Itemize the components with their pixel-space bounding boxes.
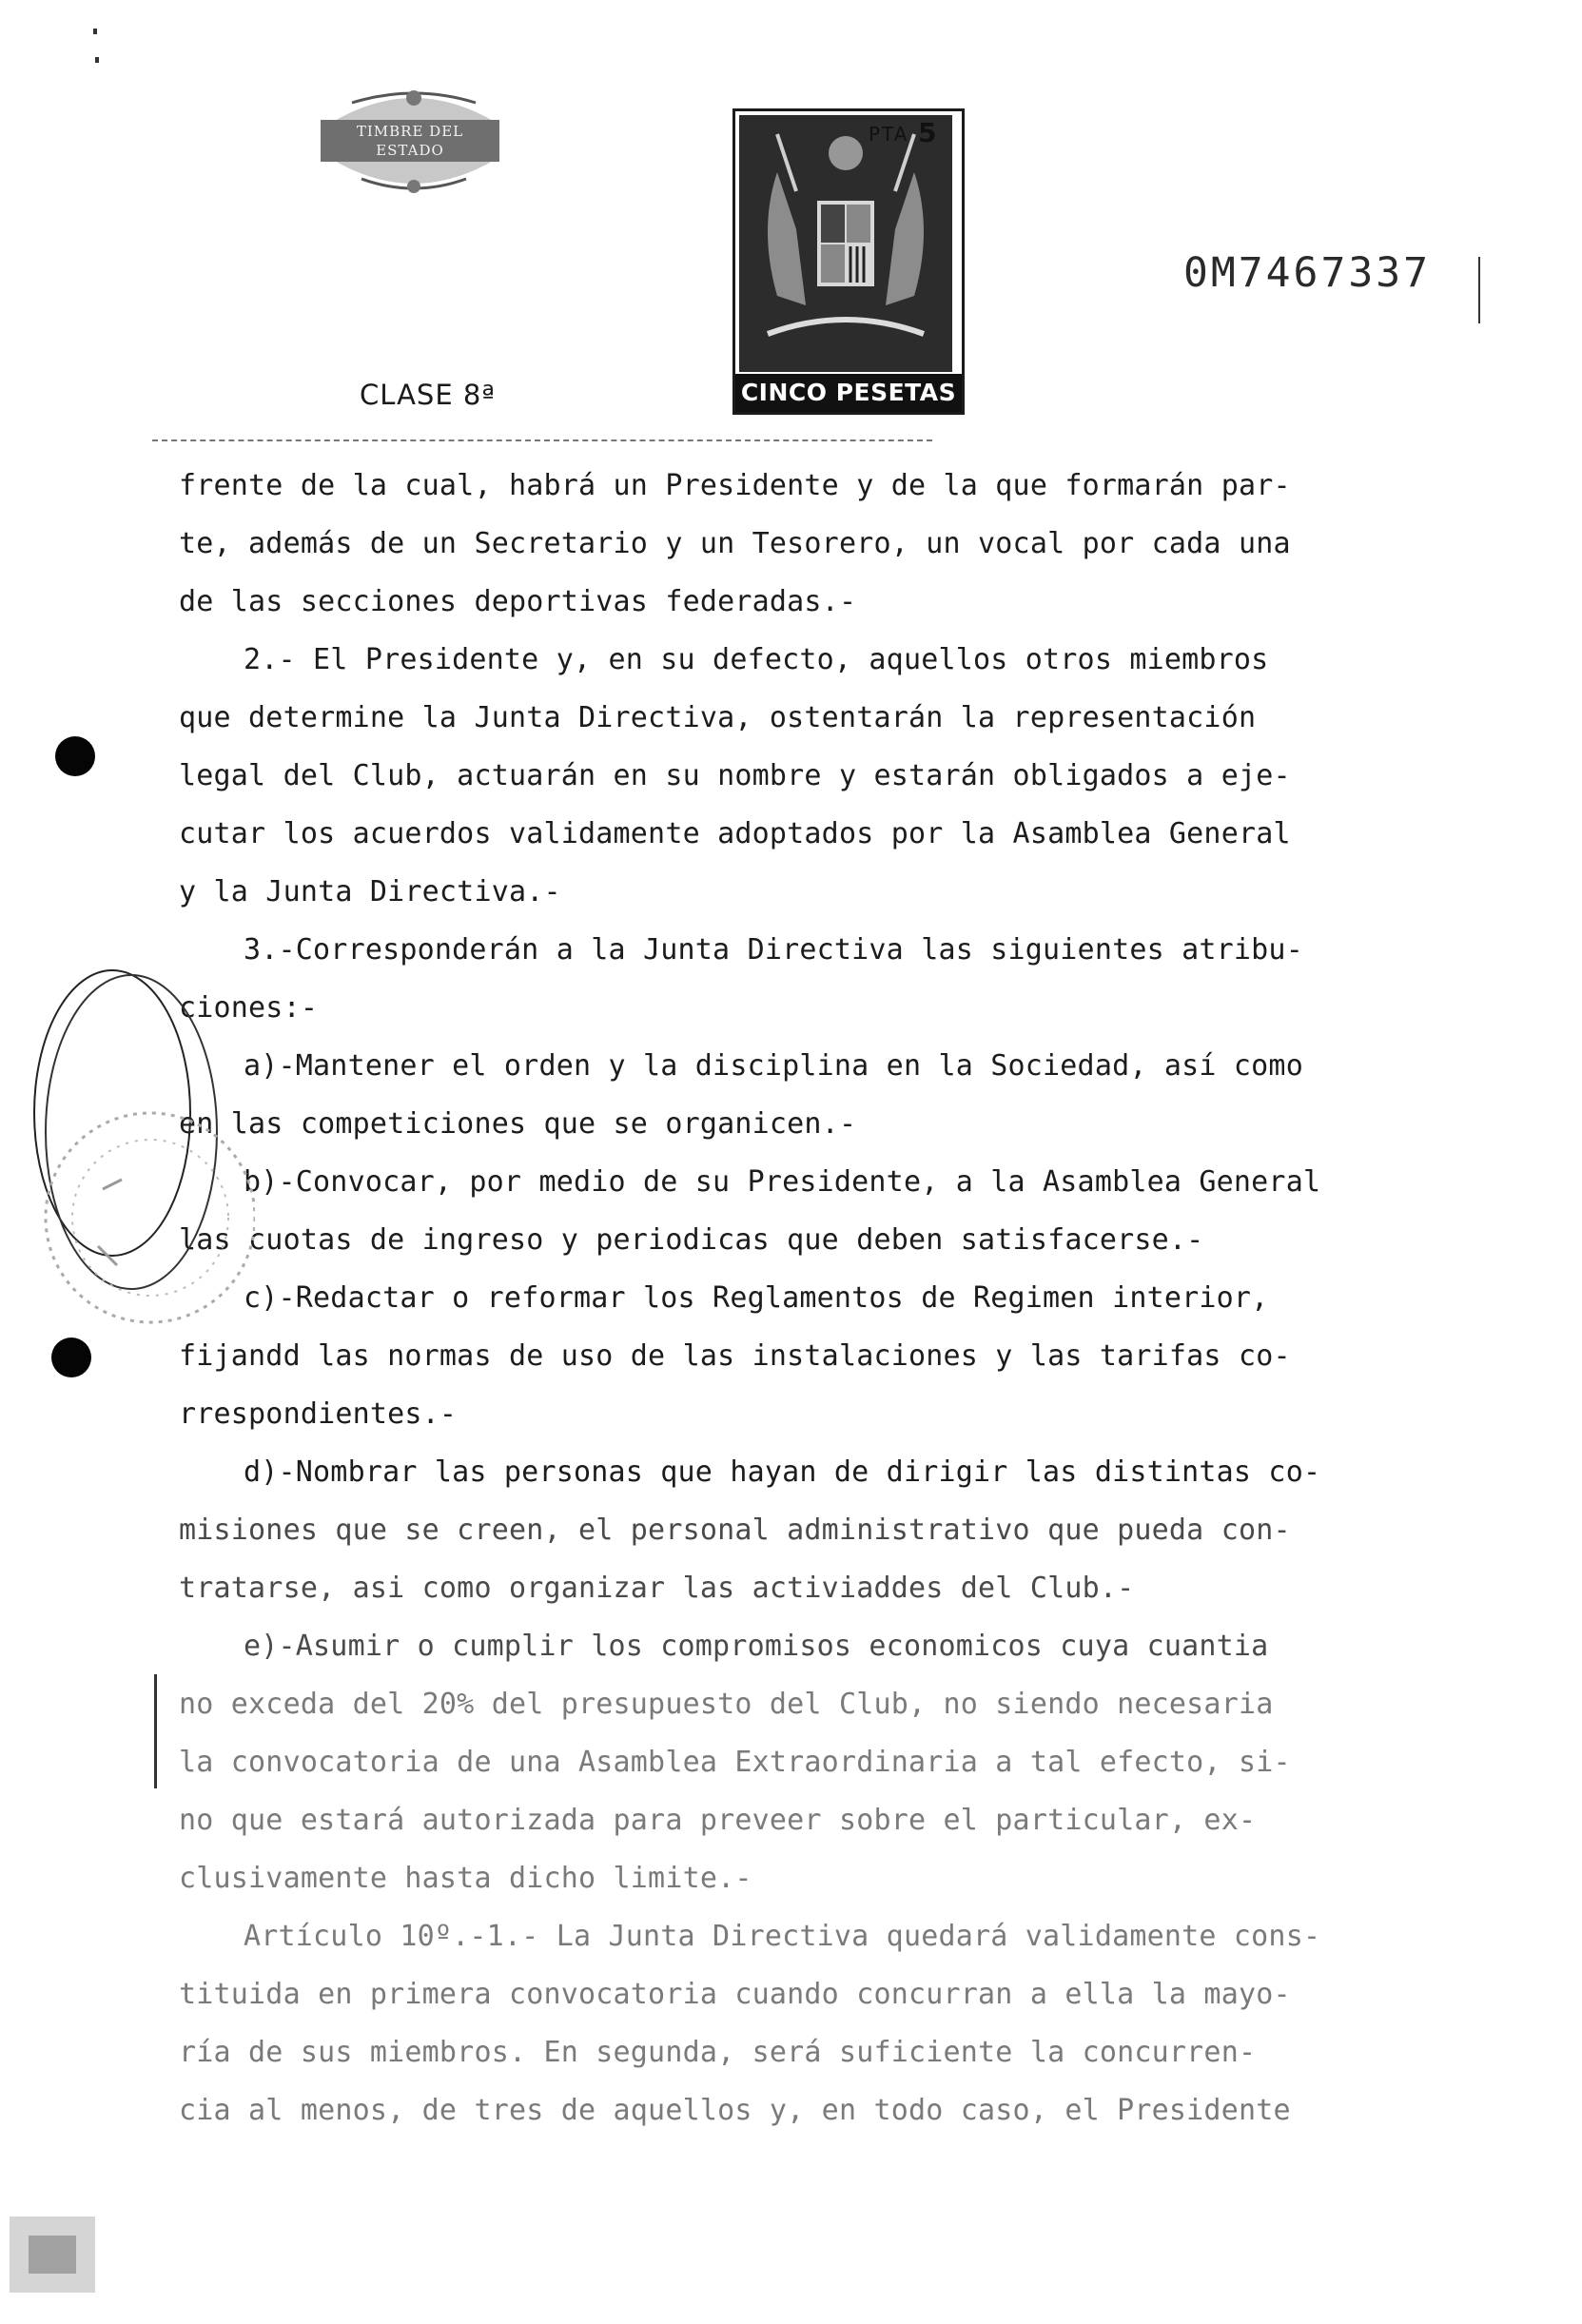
- coat-of-arms-icon: [739, 115, 952, 372]
- text-line: tituida en primera convocatoria cuando concurran a ella la mayo-: [179, 1978, 1291, 2011]
- margin-mark: [1478, 257, 1480, 323]
- text-line: ciones:-: [179, 991, 319, 1025]
- text-line: no exceda del 20% del presupuesto del Club, no siendo necesaria: [179, 1688, 1274, 1721]
- text-line: b)-Convocar, por medio de su Presidente, a la Asamblea General: [244, 1165, 1321, 1199]
- stamp-amount: 5: [918, 117, 937, 148]
- text-line: en las competiciones que se organicen.-: [179, 1107, 857, 1141]
- header-divider: [152, 439, 932, 441]
- text-line: cutar los acuerdos validamente adoptados por la Asamblea General: [179, 817, 1291, 850]
- text-line: fijandd las normas de uso de las instalaciones y las tarifas co-: [179, 1339, 1291, 1373]
- emblem-label: TIMBRE DEL ESTADO: [321, 120, 499, 162]
- margin-mark: [154, 1674, 157, 1788]
- text-line: que determine la Junta Directiva, ostentarán la representación: [179, 701, 1257, 734]
- text-line: clusivamente hasta dicho limite.-: [179, 1862, 752, 1895]
- text-line: c)-Redactar o reformar los Reglamentos de Regimen interior,: [244, 1281, 1269, 1315]
- text-line: de las secciones deportivas federadas.-: [179, 585, 857, 618]
- text-line: e)-Asumir o cumplir los compromisos economicos cuya cuantia: [244, 1630, 1269, 1663]
- text-line: la convocatoria de una Asamblea Extraordinaria a tal efecto, si-: [179, 1746, 1291, 1779]
- text-line: no que estará autorizada para preveer sobre el particular, ex-: [179, 1804, 1257, 1837]
- clase-label: CLASE 8ª: [360, 379, 496, 411]
- text-line: y la Junta Directiva.-: [179, 875, 561, 908]
- stamp-currency: PTA: [869, 123, 909, 146]
- text-line: cia al menos, de tres de aquellos y, en todo caso, el Presidente: [179, 2094, 1291, 2127]
- serial-number: 0M7467337: [1183, 249, 1431, 297]
- text-line: misiones que se creen, el personal administrativo que pueda con-: [179, 1514, 1291, 1547]
- punch-hole-top: [55, 736, 95, 776]
- text-line: Artículo 10º.-1.- La Junta Directiva quedará validamente cons-: [244, 1920, 1321, 1953]
- margin-mark: [93, 29, 97, 34]
- fiscal-stamp: [732, 108, 965, 415]
- text-line: a)-Mantener el orden y la disciplina en la Sociedad, así como: [244, 1049, 1303, 1083]
- margin-mark: [95, 57, 99, 63]
- text-line: las cuotas de ingreso y periodicas que deben satisfacerse.-: [179, 1223, 1204, 1257]
- text-line: ría de sus miembros. En segunda, será suficiente la concurren-: [179, 2036, 1257, 2069]
- text-line: tratarse, asi como organizar las activiaddes del Club.-: [179, 1572, 1135, 1605]
- text-line: frente de la cual, habrá un Presidente y de la que formarán par-: [179, 469, 1291, 502]
- scan-noise-mark: [0, 2197, 114, 2312]
- text-line: legal del Club, actuarán en su nombre y estarán obligados a eje-: [179, 759, 1291, 792]
- text-line: te, además de un Secretario y un Tesorero, un vocal por cada una: [179, 527, 1291, 560]
- stamp-value-label: CINCO PESETAS: [735, 374, 962, 412]
- document-body: [179, 457, 1454, 2139]
- text-line: rrespondientes.-: [179, 1397, 458, 1431]
- text-line: 3.-Corresponderán a la Junta Directiva las siguientes atribu-: [244, 933, 1303, 967]
- text-line: d)-Nombrar las personas que hayan de dirigir las distintas co-: [244, 1455, 1321, 1489]
- text-line: 2.- El Presidente y, en su defecto, aquellos otros miembros: [244, 643, 1269, 676]
- seal-stamp-icon: [8, 961, 255, 1360]
